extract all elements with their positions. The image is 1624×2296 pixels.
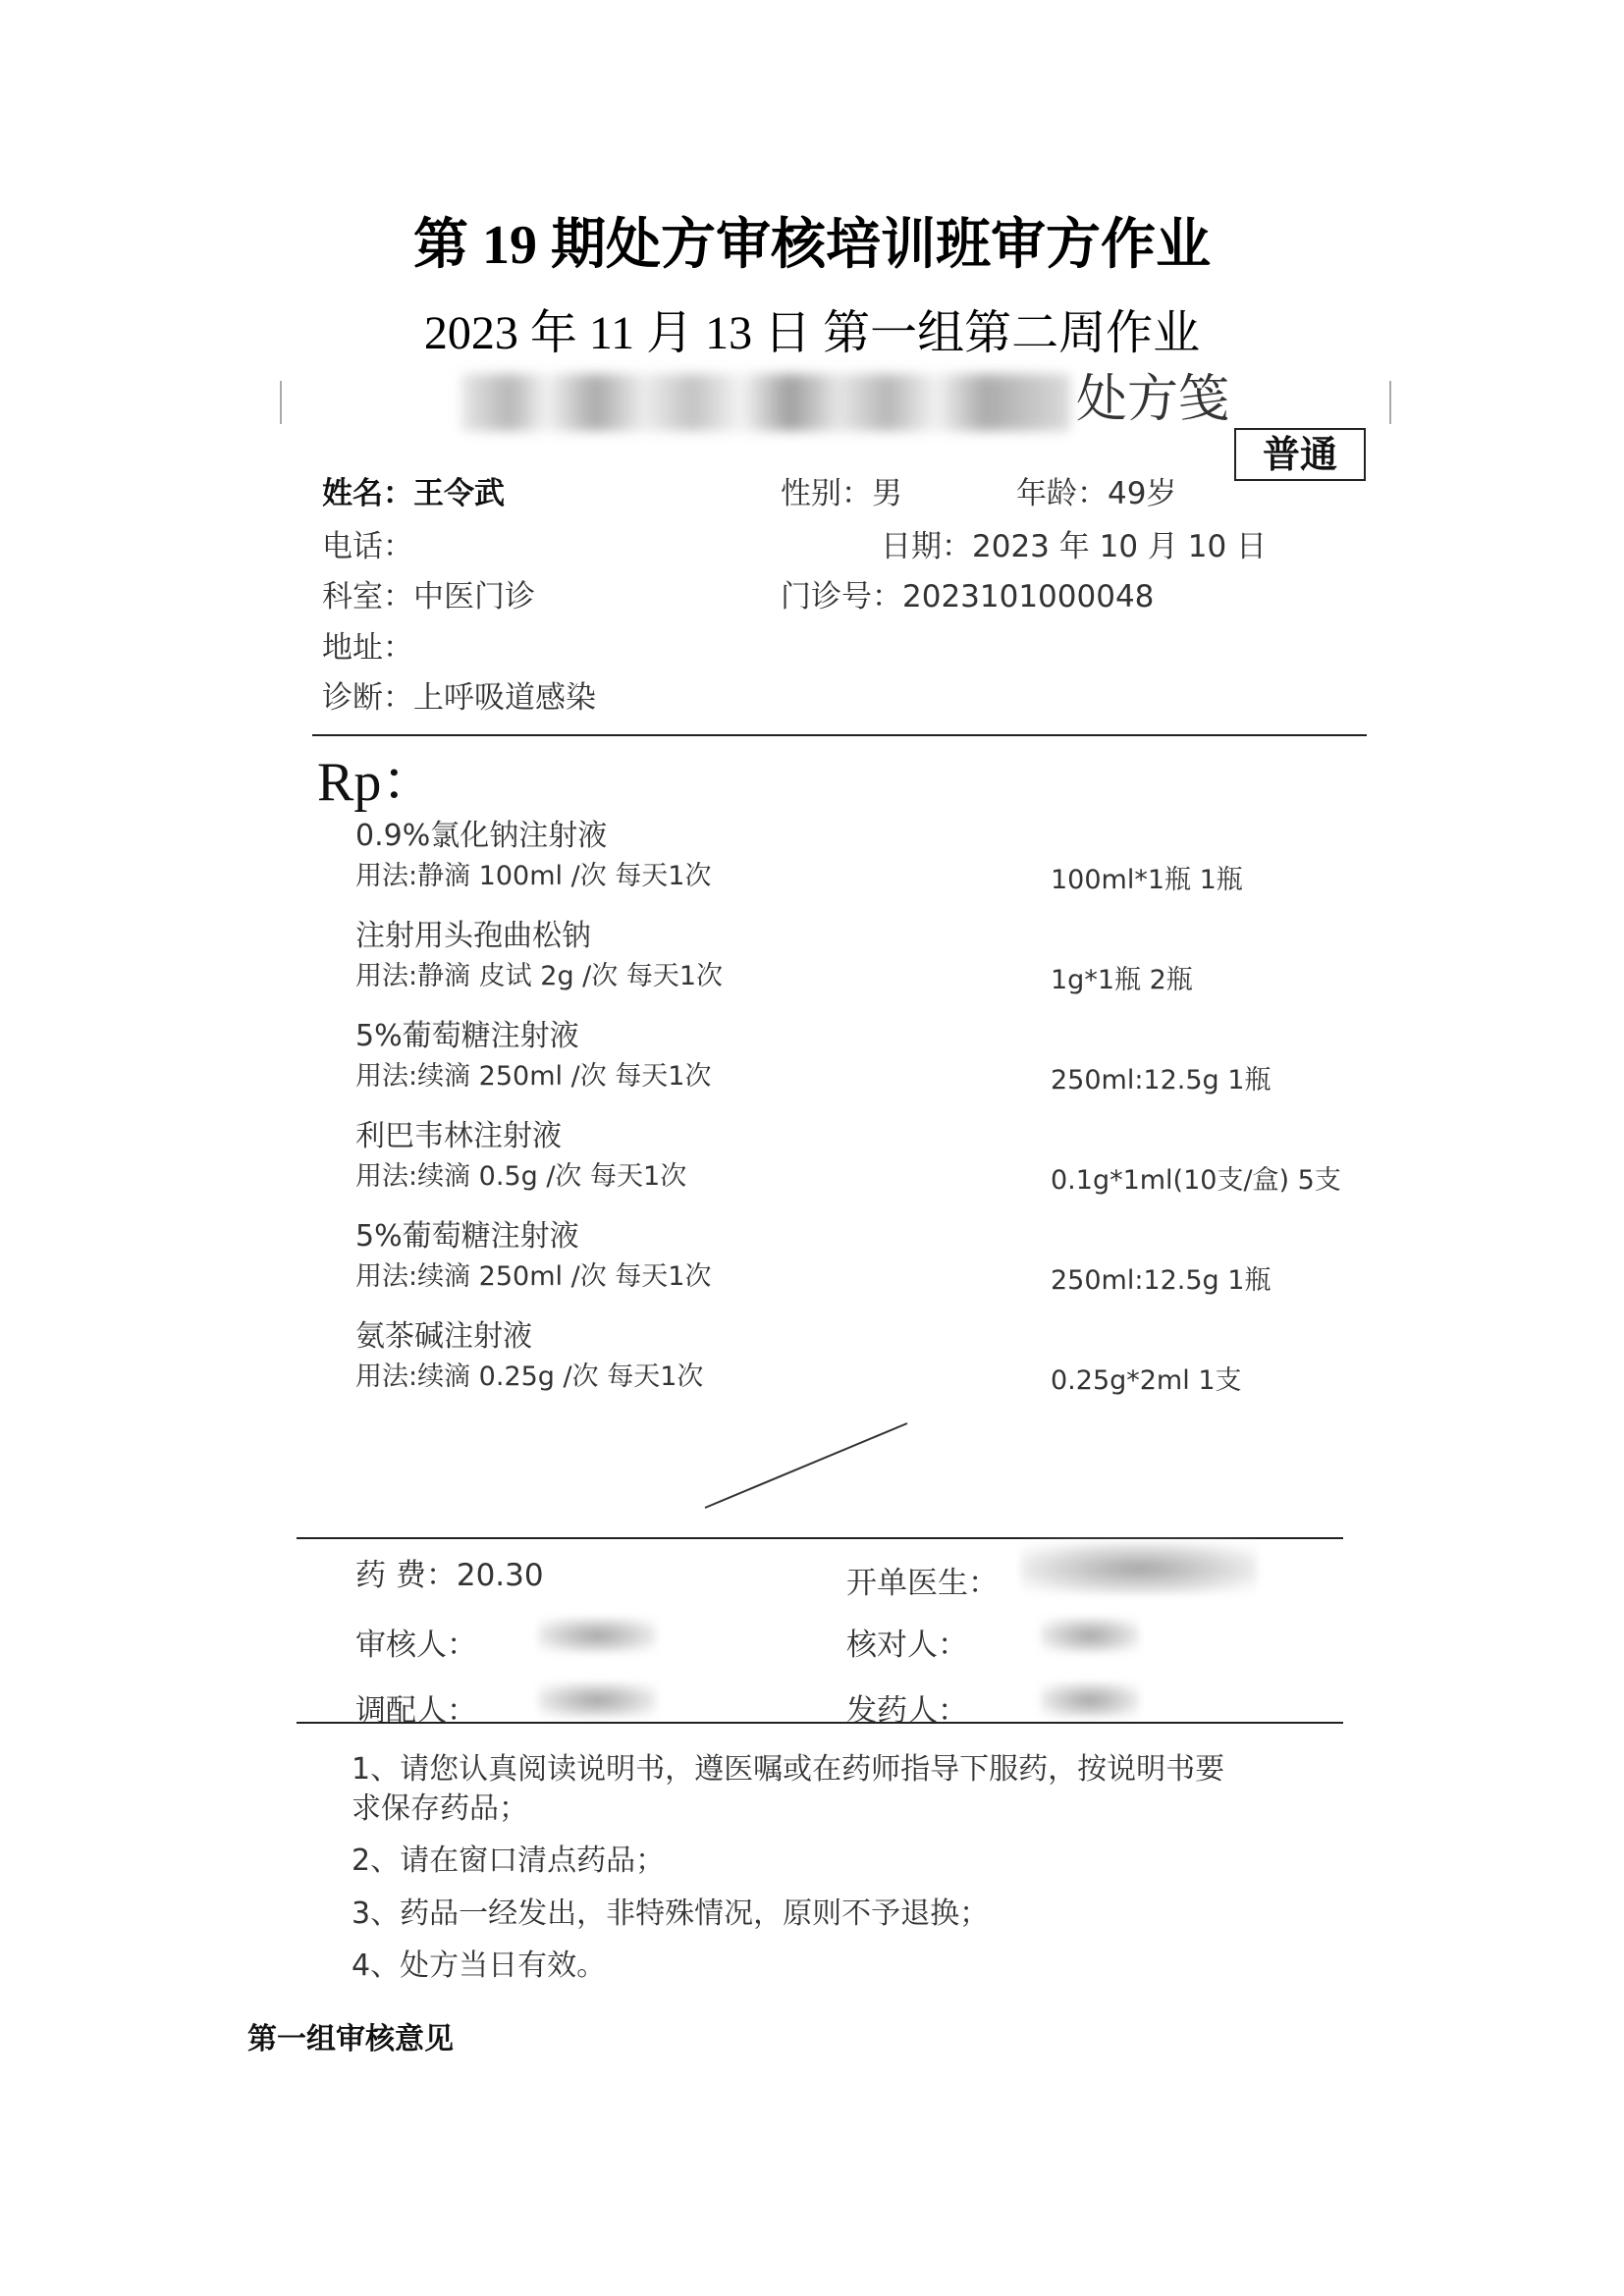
reviewer-label: 审核人：: [355, 1628, 477, 1663]
drug-spec: 250ml:12.5g 1瓶: [1051, 1265, 1272, 1296]
drug-usage: 用法:续滴 0.5g /次 每天1次: [355, 1161, 687, 1192]
patient-age: 年龄：49岁: [1016, 476, 1177, 511]
drug-name: 5%葡萄糖注射液: [355, 1219, 579, 1254]
patient-sex: 性别：男: [781, 476, 902, 511]
drug-usage: 用法:续滴 250ml /次 每天1次: [355, 1061, 712, 1092]
drug-name: 5%葡萄糖注射液: [355, 1019, 579, 1053]
review-opinion-heading: 第一组审核意见: [247, 2022, 454, 2056]
drug-spec: 0.25g*2ml 1支: [1051, 1365, 1242, 1396]
issuer-label: 发药人：: [846, 1693, 968, 1729]
drug-spec: 250ml:12.5g 1瓶: [1051, 1065, 1272, 1095]
department: 科室：中医门诊: [322, 579, 535, 614]
drug-usage: 用法:静滴 皮试 2g /次 每天1次: [355, 961, 724, 991]
redacted-signature: [1021, 1543, 1257, 1594]
page-subtitle: 2023 年 11 月 13 日 第一组第二周作业: [423, 307, 1201, 359]
drug-name: 注射用头孢曲松钠: [355, 919, 591, 953]
divider: [297, 1537, 1343, 1539]
patient-phone: 电话：: [322, 529, 413, 564]
drug-usage: 用法:续滴 0.25g /次 每天1次: [355, 1362, 704, 1392]
note-line: 4、处方当日有效。: [352, 1949, 607, 1983]
divider: [297, 1722, 1343, 1724]
redacted-signature: [538, 1618, 656, 1653]
drug-spec: 1g*1瓶 2瓶: [1051, 965, 1193, 995]
patient-address: 地址：: [322, 630, 413, 666]
note-line: 1、请您认真阅读说明书，遵医嘱或在药师指导下服药，按说明书要: [352, 1752, 1225, 1787]
drug-name: 氨茶碱注射液: [355, 1319, 532, 1354]
drug-spec: 100ml*1瓶 1瓶: [1051, 865, 1243, 895]
rp-label: Rp：: [317, 752, 437, 813]
outpatient-number: 门诊号：2023101000048: [781, 579, 1155, 614]
redacted-signature: [1041, 1682, 1139, 1718]
prescription-date: 日期：2023 年 10 月 10 日: [881, 529, 1268, 564]
drug-name: 利巴韦林注射液: [355, 1119, 562, 1153]
note-line: 求保存药品；: [352, 1791, 528, 1826]
drug-name: 0.9%氯化钠注射液: [355, 819, 608, 853]
prescribing-doctor-label: 开单医生：: [846, 1566, 999, 1601]
drug-usage: 用法:续滴 250ml /次 每天1次: [355, 1261, 712, 1292]
patient-name: 姓名：王令武: [322, 476, 505, 511]
page-title: 第 19 期处方审核培训班审方作业: [413, 215, 1211, 276]
prescription-type-badge: 普通: [1234, 428, 1366, 481]
redacted-signature: [538, 1682, 656, 1718]
prescription-title: 处方笺: [461, 357, 1229, 431]
diagnosis: 诊断：上呼吸道感染: [322, 680, 596, 716]
drug-fee: 药 费：20.30: [355, 1558, 544, 1593]
drug-spec: 0.1g*1ml(10支/盒) 5支: [1051, 1165, 1341, 1196]
note-line: 2、请在窗口清点药品；: [352, 1843, 666, 1878]
note-line: 3、药品一经发出，非特殊情况，原则不予退换；: [352, 1896, 990, 1931]
checker-label: 核对人：: [846, 1628, 968, 1663]
drug-usage: 用法:静滴 100ml /次 每天1次: [355, 861, 712, 891]
dispenser-label: 调配人：: [355, 1693, 477, 1729]
redacted-signature: [1041, 1618, 1139, 1653]
